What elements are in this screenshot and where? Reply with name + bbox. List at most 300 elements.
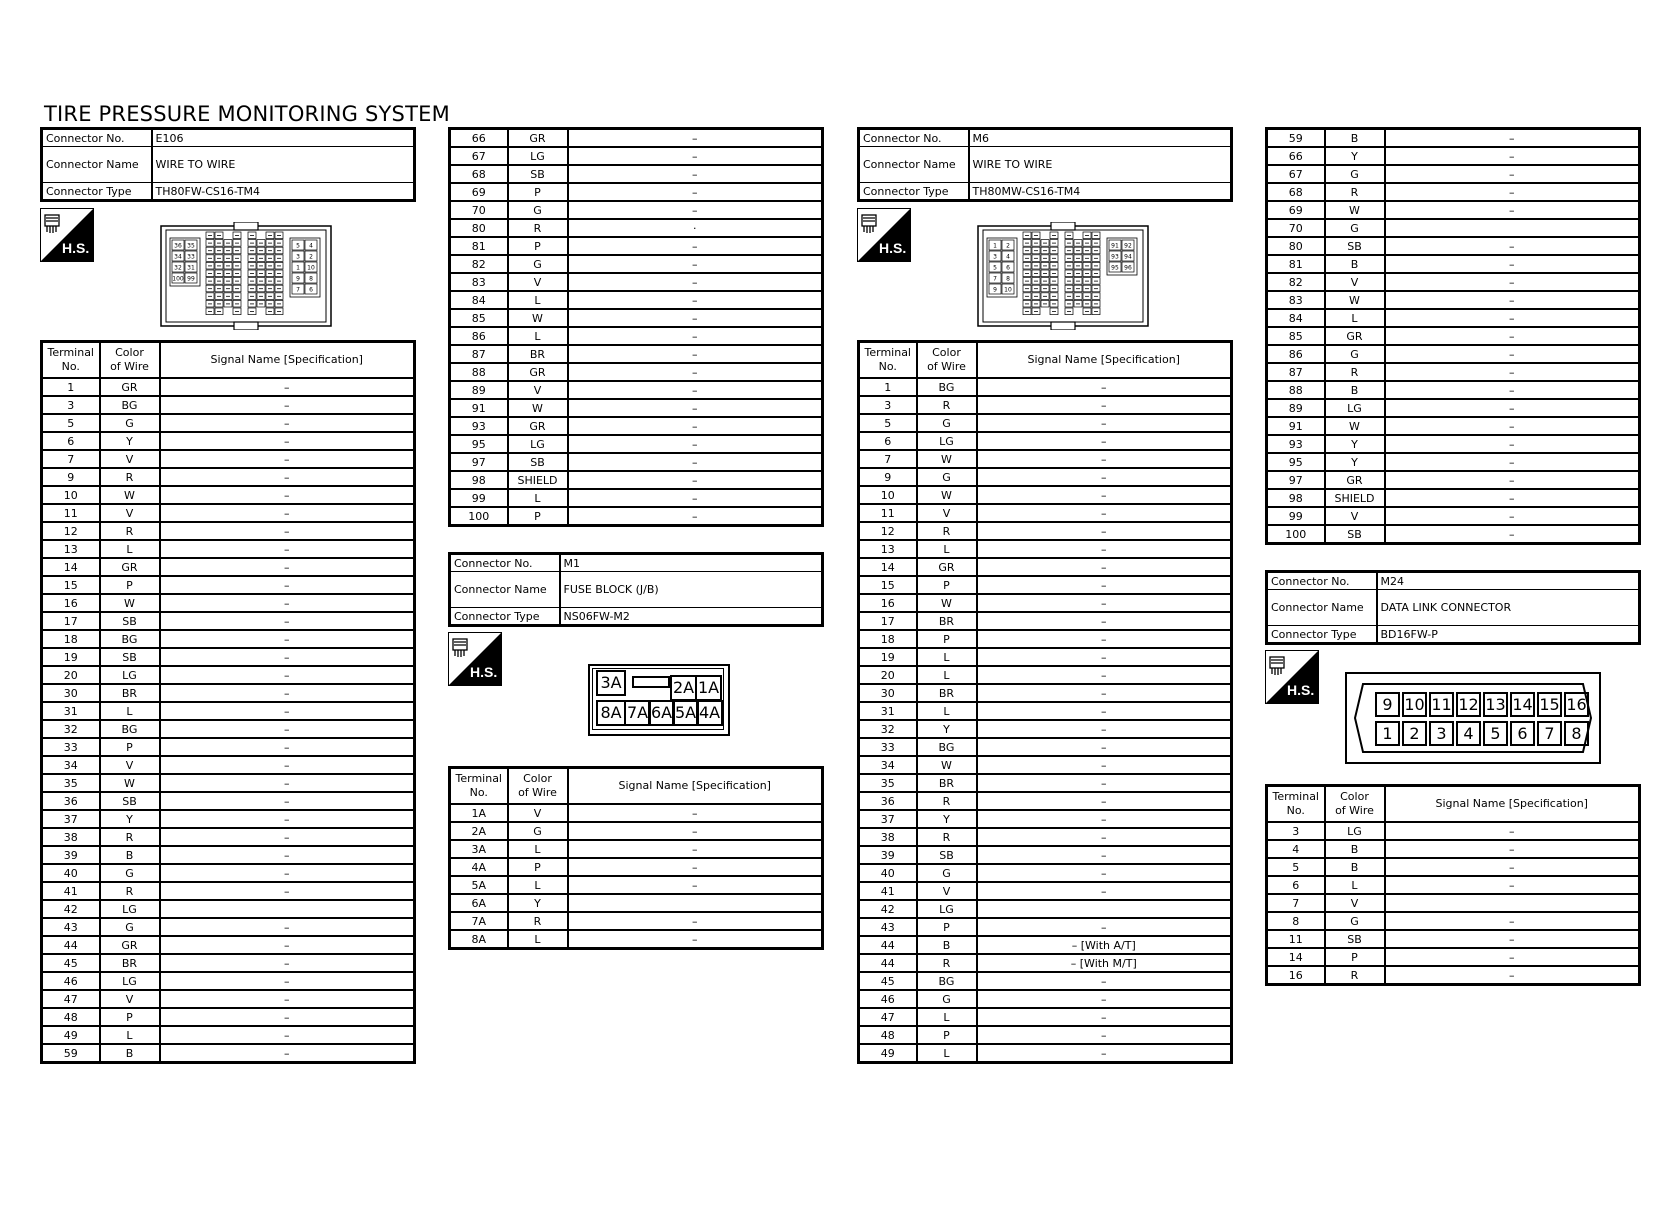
connector-no-label: Connector No. (450, 554, 560, 572)
pin-label: 31 (187, 264, 195, 272)
wire-color-cell: P (1325, 948, 1385, 966)
e106-section (40, 127, 416, 202)
terminal-no-cell: 34 (859, 756, 917, 774)
pin-label: 4 (309, 242, 313, 250)
table-row (42, 756, 415, 774)
wire-color-header (100, 342, 160, 379)
terminal-no-cell: 5A (450, 876, 508, 894)
wire-color-cell: Y (100, 810, 160, 828)
table-row (1267, 948, 1640, 966)
signal-name-cell: – (568, 273, 823, 291)
terminal-no-cell: 98 (1267, 489, 1325, 507)
wire-color-cell: W (100, 774, 160, 792)
terminal-no-cell: 3 (42, 396, 100, 414)
terminal-no-cell: 14 (1267, 948, 1325, 966)
table-row (859, 918, 1232, 936)
terminal-no-cell: 38 (42, 828, 100, 846)
terminal-table-e106-b (448, 127, 824, 527)
terminal-no-cell: 85 (1267, 327, 1325, 345)
terminal-no-cell: 69 (450, 183, 508, 201)
e106-table-b-wrap (448, 127, 824, 527)
pin-label: 14 (1510, 692, 1535, 717)
signal-name-cell: – (160, 432, 415, 450)
wire-color-cell: SHIELD (508, 471, 568, 489)
dlc-pin-row (1375, 692, 1591, 717)
wire-color-cell: V (508, 804, 568, 822)
m1-table-wrap (448, 766, 824, 950)
pin-label: 2 (1006, 242, 1010, 250)
wire-color-cell: GR (100, 936, 160, 954)
wire-color-cell: V (100, 990, 160, 1008)
pin-label: 94 (1124, 253, 1132, 261)
terminal-no-cell: 87 (1267, 363, 1325, 381)
signal-name-cell: – (160, 954, 415, 972)
signal-name-cell: – (977, 918, 1232, 936)
signal-name-cell: – (160, 702, 415, 720)
table-row (42, 486, 415, 504)
wire-color-cell: LG (508, 147, 568, 165)
pin-label: 3A (596, 670, 626, 696)
pin-label: 10 (1004, 286, 1012, 294)
terminal-no-cell: 67 (450, 147, 508, 165)
pin-label: 9 (296, 275, 300, 283)
wire-color-cell: L (917, 540, 977, 558)
terminal-no-cell: 11 (42, 504, 100, 522)
terminal-table-m6-b (1265, 127, 1641, 545)
signal-name-cell: – (160, 792, 415, 810)
connector-name-label: Connector Name (450, 572, 560, 608)
terminal-no-cell: 10 (859, 486, 917, 504)
table-row (42, 666, 415, 684)
pin-label: 6A (648, 700, 675, 726)
table-row (1267, 327, 1640, 345)
terminal-no-header (1267, 786, 1325, 823)
wire-color-cell: V (508, 381, 568, 399)
signal-name-cell: – (977, 522, 1232, 540)
wire-color-cell: P (100, 576, 160, 594)
wire-color-cell: G (100, 414, 160, 432)
signal-name-cell: – (1385, 930, 1640, 948)
wire-color-cell: G (917, 990, 977, 1008)
wire-color-cell: V (1325, 507, 1385, 525)
signal-name-cell: – (1385, 273, 1640, 291)
signal-name-cell: – (1385, 858, 1640, 876)
terminal-no-cell: 59 (1267, 129, 1325, 148)
signal-name-cell: – (568, 381, 823, 399)
table-row (450, 363, 823, 381)
table-row (450, 507, 823, 526)
wire-color-cell: V (1325, 894, 1385, 912)
wire-color-cell: L (1325, 309, 1385, 327)
signal-name-cell: – (568, 147, 823, 165)
signal-name-cell: – (568, 489, 823, 507)
table-row (1267, 129, 1640, 148)
signal-name-cell: – (1385, 453, 1640, 471)
connector-type-label: Connector Type (859, 183, 969, 201)
terminal-no-cell: 7 (1267, 894, 1325, 912)
table-row (859, 1008, 1232, 1026)
table-row (42, 612, 415, 630)
terminal-table-e106-a (40, 340, 416, 1064)
terminal-no-cell: 47 (859, 1008, 917, 1026)
wire-color-cell: B (1325, 381, 1385, 399)
table-row (859, 792, 1232, 810)
table-row (1267, 912, 1640, 930)
signal-name-cell: – (977, 1026, 1232, 1044)
signal-name-cell: – (160, 450, 415, 468)
signal-name-cell: – (160, 918, 415, 936)
terminal-no-cell: 39 (42, 846, 100, 864)
signal-name-cell: – (568, 912, 823, 930)
terminal-no-cell: 1 (859, 378, 917, 396)
connector-name-value: FUSE BLOCK (J/B) (560, 572, 823, 608)
terminal-no-cell: 44 (859, 954, 917, 972)
signal-name-cell: – (1385, 435, 1640, 453)
wire-color-cell: LG (917, 900, 977, 918)
pin-label: 100 (172, 275, 184, 283)
terminal-no-cell: 84 (450, 291, 508, 309)
signal-name-cell: – (1385, 165, 1640, 183)
m6-table-b-wrap (1265, 127, 1641, 545)
wire-color-cell: SB (1325, 237, 1385, 255)
signal-name-cell: – (568, 363, 823, 381)
signal-name-cell: – (568, 201, 823, 219)
signal-name-cell: – (1385, 822, 1640, 840)
signal-name-cell: – (1385, 489, 1640, 507)
terminal-no-cell: 36 (42, 792, 100, 810)
terminal-no-cell: 70 (450, 201, 508, 219)
connector-type-label: Connector Type (1267, 626, 1377, 644)
table-row (859, 846, 1232, 864)
table-row (450, 453, 823, 471)
signal-name-cell: – [With M/T] (977, 954, 1232, 972)
table-row (859, 558, 1232, 576)
table-row (42, 720, 415, 738)
signal-name-cell: – (160, 738, 415, 756)
signal-name-cell: – (568, 876, 823, 894)
terminal-no-cell: 8 (1267, 912, 1325, 930)
table-row (1267, 255, 1640, 273)
wire-color-cell: LG (508, 435, 568, 453)
signal-name-cell: – (1385, 525, 1640, 544)
wire-color-cell: R (917, 792, 977, 810)
signal-name-cell: – (568, 507, 823, 526)
wire-color-cell: L (508, 327, 568, 345)
signal-name-cell: – (977, 648, 1232, 666)
terminal-no-cell: 5 (42, 414, 100, 432)
pin-label: 96 (1124, 264, 1132, 272)
wire-color-cell: V (917, 504, 977, 522)
terminal-no-cell: 89 (1267, 399, 1325, 417)
wire-color-cell: R (917, 522, 977, 540)
wire-color-cell: L (100, 1026, 160, 1044)
terminal-no-cell: 97 (1267, 471, 1325, 489)
table-row (1267, 399, 1640, 417)
table-row (42, 396, 415, 414)
terminal-no-cell: 18 (859, 630, 917, 648)
wire-color-cell: Y (100, 432, 160, 450)
pin-label: 7 (296, 286, 300, 294)
table-row (859, 630, 1232, 648)
connector-name-value: WIRE TO WIRE (152, 147, 415, 183)
signal-name-cell: – (977, 756, 1232, 774)
terminal-no-cell: 11 (1267, 930, 1325, 948)
terminal-no-cell: 14 (859, 558, 917, 576)
pin-label: 6 (309, 286, 313, 294)
wire-color-cell: L (917, 702, 977, 720)
table-row (1267, 489, 1640, 507)
m24-connector-diagram (1345, 672, 1601, 764)
table-row (450, 399, 823, 417)
connector-info-m6 (857, 127, 1233, 202)
table-header (859, 342, 1232, 379)
table-row (1267, 417, 1640, 435)
pin-label: 5 (993, 264, 997, 272)
table-row (859, 900, 1232, 918)
terminal-no-cell: 68 (1267, 183, 1325, 201)
signal-name-cell: – (568, 237, 823, 255)
wire-color-cell: P (100, 738, 160, 756)
table-row (450, 912, 823, 930)
table-row (1267, 822, 1640, 840)
signal-name-cell: – (1385, 417, 1640, 435)
table-row (42, 918, 415, 936)
signal-name-cell: – (977, 1008, 1232, 1026)
table-row (1267, 858, 1640, 876)
terminal-no-cell: 17 (859, 612, 917, 630)
table-row (450, 237, 823, 255)
table-row (42, 684, 415, 702)
terminal-no-cell: 5 (1267, 858, 1325, 876)
terminal-no-cell: 99 (450, 489, 508, 507)
terminal-no-cell: 91 (1267, 417, 1325, 435)
table-row (1267, 894, 1640, 912)
wire-color-cell: LG (1325, 399, 1385, 417)
signal-name-cell: – (568, 327, 823, 345)
connector-type-label: Connector Type (42, 183, 152, 201)
table-row (859, 396, 1232, 414)
harness-side-label: H.S. (1287, 682, 1315, 698)
terminal-no-cell: 70 (1267, 219, 1325, 237)
wire-color-cell: BR (917, 684, 977, 702)
terminal-no-cell: 6 (42, 432, 100, 450)
signal-name-cell: – (977, 432, 1232, 450)
terminal-no-cell: 40 (42, 864, 100, 882)
wire-color-header-line: of Wire (1335, 804, 1374, 817)
signal-name-cell: – (160, 468, 415, 486)
wire-color-cell: R (1325, 363, 1385, 381)
wire-color-cell: L (917, 1044, 977, 1063)
signal-name-cell: – (1385, 345, 1640, 363)
signal-name-cell: – (568, 291, 823, 309)
table-row (859, 882, 1232, 900)
pin-label: 8 (1006, 275, 1010, 283)
signal-name-cell: – (160, 828, 415, 846)
table-row (450, 165, 823, 183)
signal-name-cell: – (568, 165, 823, 183)
m6-table-a-wrap (857, 340, 1233, 1064)
table-row (450, 201, 823, 219)
pin-label: 5 (1483, 721, 1508, 746)
signal-name-cell: – (568, 822, 823, 840)
signal-name-cell: – (568, 129, 823, 148)
table-row (1267, 345, 1640, 363)
terminal-no-cell: 41 (859, 882, 917, 900)
signal-name-header (568, 768, 823, 805)
terminal-no-header-line: Terminal (1272, 790, 1319, 803)
signal-name-cell: – (160, 522, 415, 540)
wire-color-cell: R (100, 828, 160, 846)
terminal-no-cell: 7A (450, 912, 508, 930)
terminal-no-cell: 40 (859, 864, 917, 882)
terminal-no-cell: 10 (42, 486, 100, 504)
terminal-no-cell: 87 (450, 345, 508, 363)
wire-color-cell: LG (100, 900, 160, 918)
m6-connector-diagram (977, 222, 1149, 330)
terminal-no-cell: 37 (42, 810, 100, 828)
signal-name-cell: – (160, 486, 415, 504)
signal-name-cell: – (160, 972, 415, 990)
signal-name-cell: – (977, 828, 1232, 846)
terminal-no-cell: 33 (42, 738, 100, 756)
table-row (450, 417, 823, 435)
terminal-no-cell: 48 (859, 1026, 917, 1044)
wire-color-cell: G (100, 918, 160, 936)
wire-color-cell: G (917, 414, 977, 432)
m1-connector-diagram (588, 664, 730, 736)
dlc-outline (1345, 672, 1601, 764)
signal-name-cell: – (568, 858, 823, 876)
wire-color-header (1325, 786, 1385, 823)
table-row (859, 648, 1232, 666)
signal-name-cell: – (1385, 237, 1640, 255)
signal-name-cell: – (977, 468, 1232, 486)
terminal-no-header-line: No. (878, 360, 897, 373)
signal-name-header-line: Signal Name [Specification] (1435, 797, 1588, 810)
table-row (859, 576, 1232, 594)
signal-name-cell: – (160, 378, 415, 396)
signal-name-cell: – (1385, 201, 1640, 219)
table-row (42, 990, 415, 1008)
wire-color-cell: V (1325, 273, 1385, 291)
signal-name-header (1385, 786, 1640, 823)
terminal-no-cell: 37 (859, 810, 917, 828)
wire-color-cell: V (917, 882, 977, 900)
signal-name-cell: – (160, 576, 415, 594)
signal-name-cell: – (977, 414, 1232, 432)
signal-name-cell: – (977, 846, 1232, 864)
wire-color-cell: B (1325, 255, 1385, 273)
terminal-no-header-line: No. (1286, 804, 1305, 817)
table-row (859, 936, 1232, 954)
wire-color-cell: LG (100, 972, 160, 990)
terminal-no-cell: 95 (1267, 453, 1325, 471)
signal-name-cell: – (160, 1008, 415, 1026)
wire-color-cell: BR (100, 954, 160, 972)
wire-color-cell: R (917, 828, 977, 846)
terminal-no-cell: 32 (859, 720, 917, 738)
wire-color-cell: BG (917, 378, 977, 396)
pin-label: 10 (1402, 692, 1427, 717)
signal-name-header (977, 342, 1232, 379)
wire-color-cell: P (917, 918, 977, 936)
pin-label: 4 (1006, 253, 1010, 261)
wire-color-cell: L (100, 702, 160, 720)
signal-name-cell: – (977, 486, 1232, 504)
signal-name-cell: – (568, 417, 823, 435)
terminal-no-cell: 8A (450, 930, 508, 949)
terminal-no-cell: 12 (42, 522, 100, 540)
terminal-no-cell: 31 (859, 702, 917, 720)
terminal-no-cell: 67 (1267, 165, 1325, 183)
pin-label: 16 (1564, 692, 1589, 717)
terminal-no-cell: 98 (450, 471, 508, 489)
wire-color-cell: P (508, 858, 568, 876)
wire-color-cell: SB (1325, 930, 1385, 948)
signal-name-cell: – (160, 558, 415, 576)
signal-name-cell: – (160, 936, 415, 954)
terminal-no-cell: 100 (450, 507, 508, 526)
wire-color-cell: V (100, 756, 160, 774)
terminal-no-cell: 93 (1267, 435, 1325, 453)
table-row (42, 936, 415, 954)
wire-color-cell: L (508, 930, 568, 949)
table-row (450, 129, 823, 148)
table-row (859, 414, 1232, 432)
signal-name-cell: – (568, 183, 823, 201)
wire-color-cell: R (917, 396, 977, 414)
terminal-no-cell: 30 (42, 684, 100, 702)
connector-name-label: Connector Name (859, 147, 969, 183)
wire-color-cell: SB (100, 612, 160, 630)
terminal-no-cell: 31 (42, 702, 100, 720)
wire-color-cell: SB (100, 792, 160, 810)
table-row (42, 828, 415, 846)
wire-color-cell: P (917, 576, 977, 594)
harness-side-label: H.S. (62, 240, 90, 256)
table-row (450, 894, 823, 912)
signal-name-cell: – (568, 453, 823, 471)
terminal-no-cell: 7 (859, 450, 917, 468)
wire-color-cell: R (508, 219, 568, 237)
connector-type-value: BD16FW-P (1377, 626, 1640, 644)
table-row (859, 810, 1232, 828)
pin-label: 99 (187, 275, 195, 283)
signal-name-cell: – (977, 702, 1232, 720)
wire-color-cell: G (508, 201, 568, 219)
connector-no-label: Connector No. (1267, 572, 1377, 590)
table-row (450, 381, 823, 399)
table-row (42, 576, 415, 594)
signal-name-cell: – (160, 414, 415, 432)
terminal-no-cell: 46 (42, 972, 100, 990)
table-row (42, 810, 415, 828)
table-row (450, 345, 823, 363)
terminal-no-header-line: No. (469, 786, 488, 799)
wire-color-cell: BG (100, 630, 160, 648)
wire-color-cell: L (1325, 876, 1385, 894)
signal-name-header-line: Signal Name [Specification] (210, 353, 363, 366)
signal-name-cell: – (160, 990, 415, 1008)
table-row (859, 450, 1232, 468)
table-row (42, 972, 415, 990)
table-row (450, 327, 823, 345)
signal-name-cell: – (977, 576, 1232, 594)
wire-color-header-line: Color (115, 346, 144, 359)
table-row (1267, 840, 1640, 858)
wire-color-cell: W (1325, 291, 1385, 309)
terminal-no-cell: 16 (42, 594, 100, 612)
